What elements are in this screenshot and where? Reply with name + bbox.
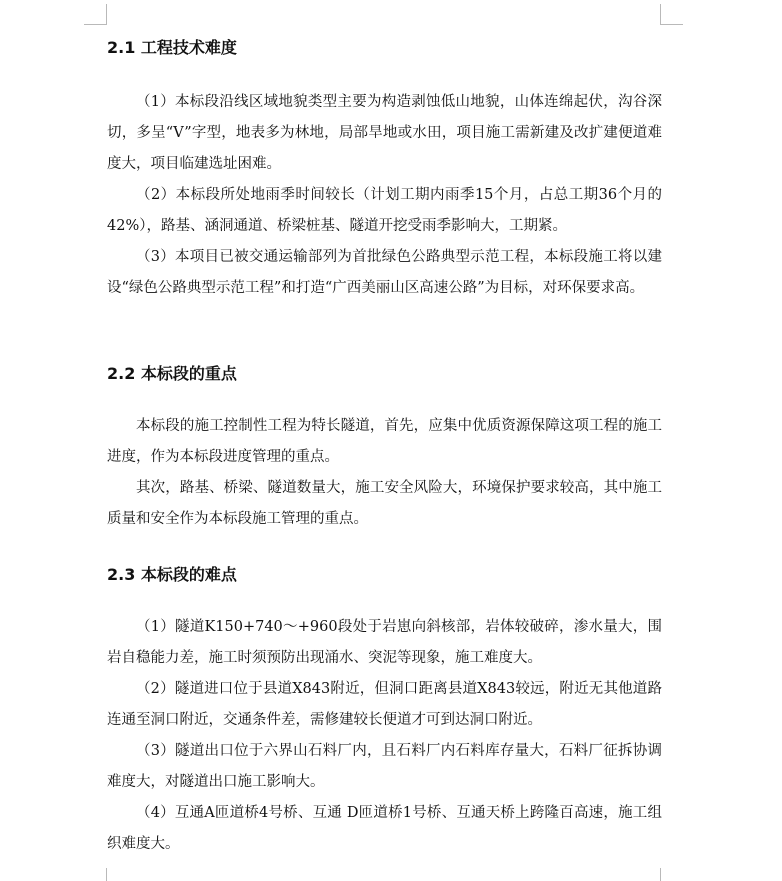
crop-mark-bottom-right bbox=[660, 868, 683, 881]
section-heading-2-2: 2.2 本标段的重点 bbox=[107, 364, 237, 383]
paragraph: （3）本项目已被交通运输部列为首批绿色公路典型示范工程，本标段施工将以建设“绿色公路典型示范工程”和打造“广西美丽山区高速公路”为目标，对环保要求高。 bbox=[107, 249, 662, 296]
paragraph: （1）隧道K150+740～+960段处于岩崽向斜核部，岩体较破碎，渗水量大，围岩自稳能力差，施工时须预防出现涌水、突泥等现象，施工难度大。 bbox=[107, 619, 662, 666]
section-heading-2-3: 2.3 本标段的难点 bbox=[107, 565, 237, 584]
crop-mark-top-left bbox=[84, 4, 107, 25]
section-heading-2-1: 2.1 工程技术难度 bbox=[107, 38, 237, 57]
crop-mark-bottom-left bbox=[84, 868, 107, 881]
paragraph: 本标段的施工控制性工程为特长隧道，首先，应集中优质资源保障这项工程的施工进度，作为本标段进度管理的重点。 bbox=[107, 418, 662, 465]
paragraph: （2）隧道进口位于县道X843附近，但洞口距离县道X843较远，附近无其他道路连通至洞口附近，交通条件差，需修建较长便道才可到达洞口附近。 bbox=[107, 681, 662, 728]
paragraph: （4）互通A匝道桥4号桥、互通 D匝道桥1号桥、互通天桥上跨隆百高速，施工组织难度大。 bbox=[107, 805, 662, 852]
paragraph: （2）本标段所处地雨季时间较长（计划工期内雨季15个月，占总工期36个月的42%），路基、涵洞通道、桥梁桩基、隧道开挖受雨季影响大，工期紧。 bbox=[107, 187, 662, 234]
paragraph: （3）隧道出口位于六界山石料厂内，且石料厂内石料库存量大，石料厂征拆协调难度大，对隧道出口施工影响大。 bbox=[107, 743, 662, 790]
crop-mark-top-right bbox=[660, 4, 683, 25]
paragraph: （1）本标段沿线区域地貌类型主要为构造剥蚀低山地貌，山体连绵起伏，沟谷深切，多呈“V”字型，地表多为林地，局部旱地或水田，项目施工需新建及改扩建便道难度大，项目临建选址困难。 bbox=[107, 94, 662, 172]
paragraph: 其次，路基、桥梁、隧道数量大，施工安全风险大，环境保护要求较高，其中施工质量和安全作为本标段施工管理的重点。 bbox=[107, 480, 662, 527]
